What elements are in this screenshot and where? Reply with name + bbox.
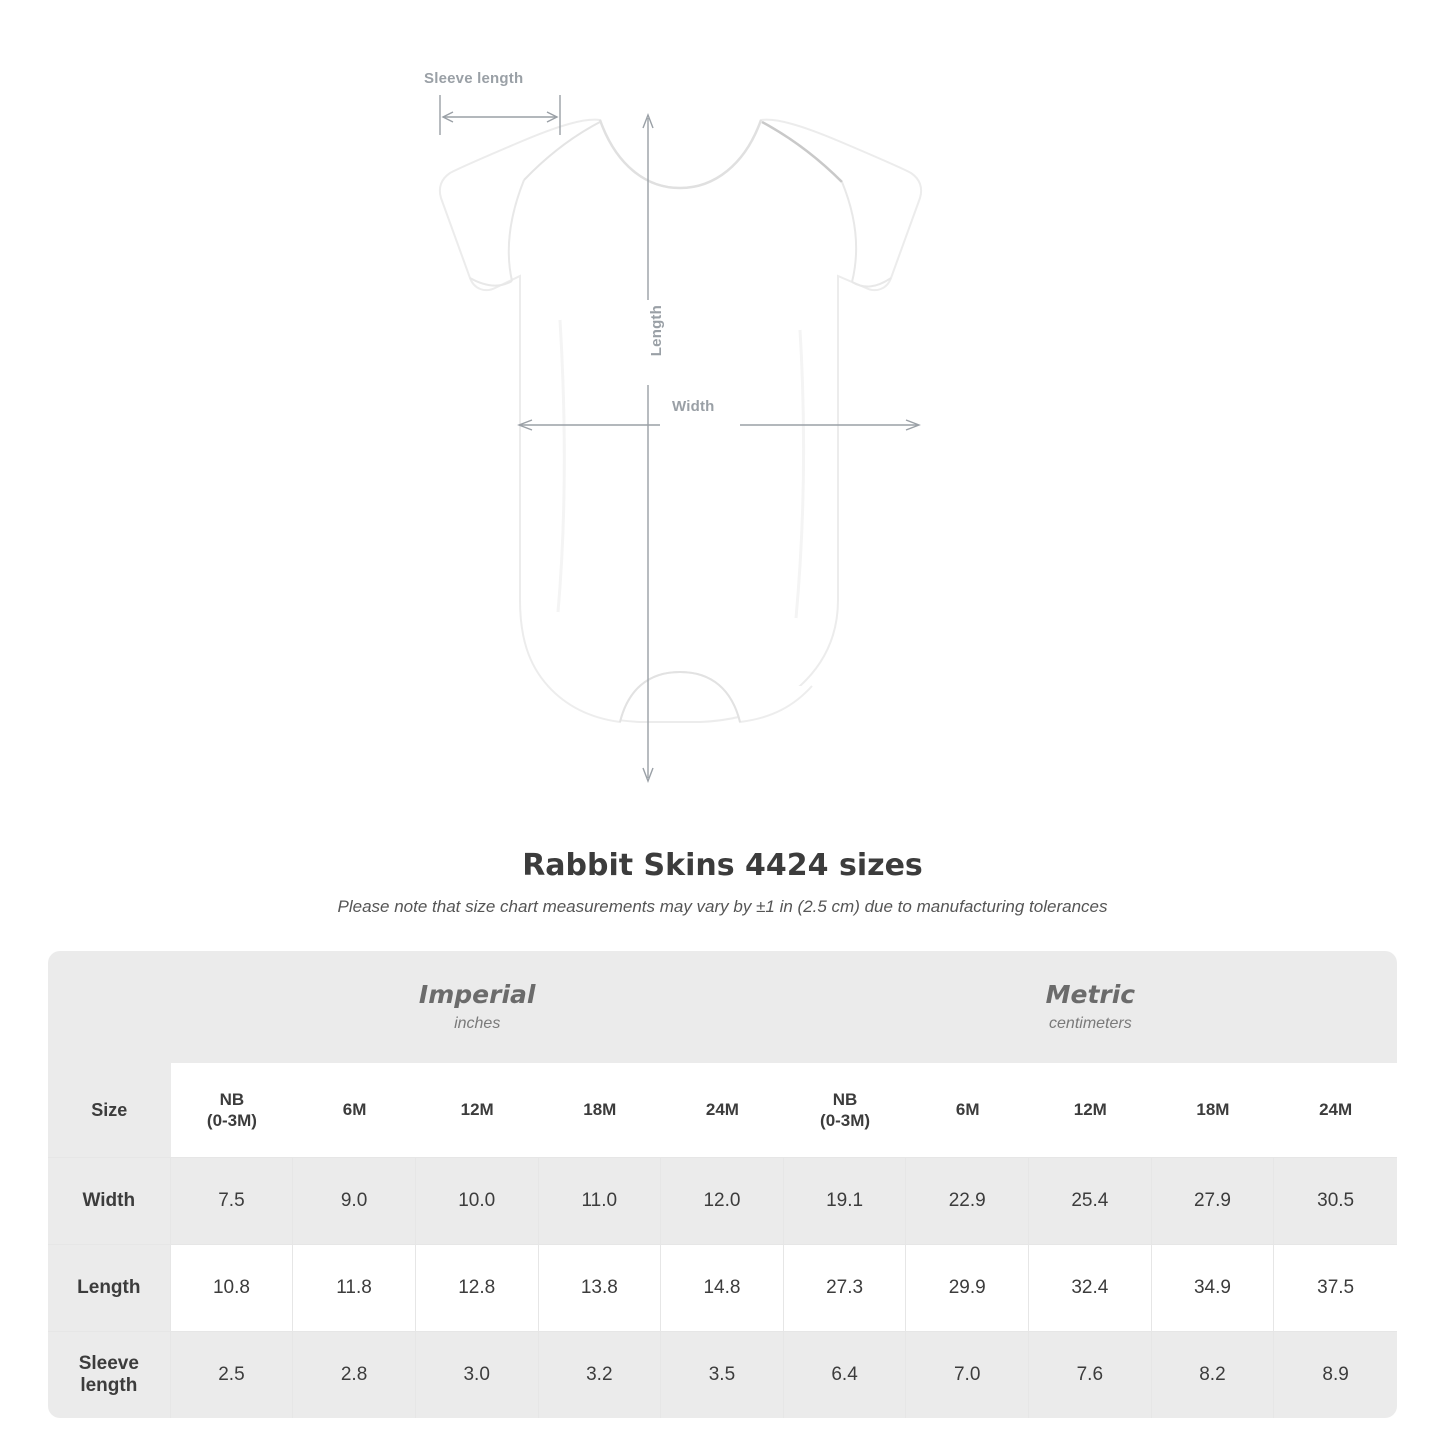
sleeve-length-label: Sleeve length [424, 70, 524, 87]
page-title: Rabbit Skins 4424 sizes [522, 848, 923, 883]
tolerance-note: Please note that size chart measurements may vary by ±1 in (2.5 cm) due to manufacturing tolerances [337, 897, 1108, 916]
size-col-main: NB [832, 1089, 858, 1109]
size-col-main: 24M [1319, 1100, 1353, 1120]
size-col-main: 6M [342, 1100, 367, 1120]
cell-length-6m-cm: 29.9 [906, 1244, 1029, 1331]
size-col-main: 24M [705, 1100, 739, 1120]
cell-length-24m-in: 14.8 [661, 1244, 784, 1331]
size-col-header-6m-imperial [293, 1063, 416, 1157]
cell-width-18m-cm: 27.9 [1152, 1157, 1275, 1244]
width-label: Width [672, 398, 715, 415]
cell-sleeve-18m-in: 3.2 [539, 1331, 662, 1418]
size-col-header-6m-metric [906, 1063, 1029, 1157]
unit-header-spacer [48, 951, 171, 1063]
unit-name-metric: Metric [1045, 980, 1136, 1010]
table-row [48, 1157, 1397, 1244]
cell-width-nb-in: 7.5 [171, 1157, 294, 1244]
size-chart-table-wrapper [48, 951, 1397, 1418]
row-label-sleeve-length: Sleeve length [48, 1331, 171, 1418]
size-col-header-18m-imperial [539, 1063, 662, 1157]
size-col-header-18m-metric [1152, 1063, 1275, 1157]
cell-sleeve-nb-cm: 6.4 [784, 1331, 907, 1418]
cell-length-24m-cm: 37.5 [1274, 1244, 1397, 1331]
cell-width-24m-cm: 30.5 [1274, 1157, 1397, 1244]
size-chart-table [48, 951, 1397, 1418]
cell-length-18m-in: 13.8 [539, 1244, 662, 1331]
size-col-main: 6M [955, 1100, 980, 1120]
cell-length-nb-in: 10.8 [171, 1244, 294, 1331]
cell-width-24m-in: 12.0 [661, 1157, 784, 1244]
cell-width-18m-in: 11.0 [539, 1157, 662, 1244]
size-col-header-nb-imperial [171, 1063, 294, 1157]
size-col-main: NB [219, 1089, 245, 1109]
size-col-header-12m-metric [1029, 1063, 1152, 1157]
cell-sleeve-6m-cm: 7.0 [906, 1331, 1029, 1418]
unit-header-imperial [171, 951, 784, 1063]
cell-width-6m-in: 9.0 [293, 1157, 416, 1244]
unit-sub-imperial: inches [454, 1014, 501, 1032]
row-label-width: Width [48, 1157, 171, 1244]
title-block [0, 848, 1445, 917]
cell-width-12m-cm: 25.4 [1029, 1157, 1152, 1244]
size-col-sub: (0-3M) [820, 1111, 871, 1130]
cell-sleeve-6m-in: 2.8 [293, 1331, 416, 1418]
size-col-header-24m-metric [1274, 1063, 1397, 1157]
cell-sleeve-nb-in: 2.5 [171, 1331, 294, 1418]
size-col-main: 12M [460, 1100, 494, 1120]
size-col-header-nb-metric [784, 1063, 907, 1157]
size-col-sub: (0-3M) [206, 1111, 257, 1130]
cell-length-nb-cm: 27.3 [784, 1244, 907, 1331]
size-col-main: 12M [1073, 1100, 1107, 1120]
cell-length-6m-in: 11.8 [293, 1244, 416, 1331]
cell-width-12m-in: 10.0 [416, 1157, 539, 1244]
unit-sub-metric: centimeters [1049, 1014, 1132, 1032]
length-label: Length [648, 305, 665, 357]
size-col-main: 18M [1196, 1100, 1230, 1120]
table-row [48, 1331, 1397, 1418]
table-row [48, 1244, 1397, 1331]
cell-width-nb-cm: 19.1 [784, 1157, 907, 1244]
unit-header-row [48, 951, 1397, 1063]
unit-header-metric [784, 951, 1397, 1063]
size-col-main: 18M [583, 1100, 617, 1120]
cell-length-18m-cm: 34.9 [1152, 1244, 1275, 1331]
cell-length-12m-cm: 32.4 [1029, 1244, 1152, 1331]
cell-sleeve-12m-cm: 7.6 [1029, 1331, 1152, 1418]
size-header-row [48, 1063, 1397, 1157]
cell-sleeve-24m-in: 3.5 [661, 1331, 784, 1418]
size-col-header-12m-imperial [416, 1063, 539, 1157]
cell-sleeve-24m-cm: 8.9 [1274, 1331, 1397, 1418]
cell-width-6m-cm: 22.9 [906, 1157, 1029, 1244]
bodysuit-shape [440, 120, 921, 722]
row-label-length: Length [48, 1244, 171, 1331]
cell-length-12m-in: 12.8 [416, 1244, 539, 1331]
cell-sleeve-12m-in: 3.0 [416, 1331, 539, 1418]
size-col-header-24m-imperial [661, 1063, 784, 1157]
cell-sleeve-18m-cm: 8.2 [1152, 1331, 1275, 1418]
corner-header: Size [48, 1063, 171, 1157]
unit-name-imperial: Imperial [418, 980, 536, 1010]
